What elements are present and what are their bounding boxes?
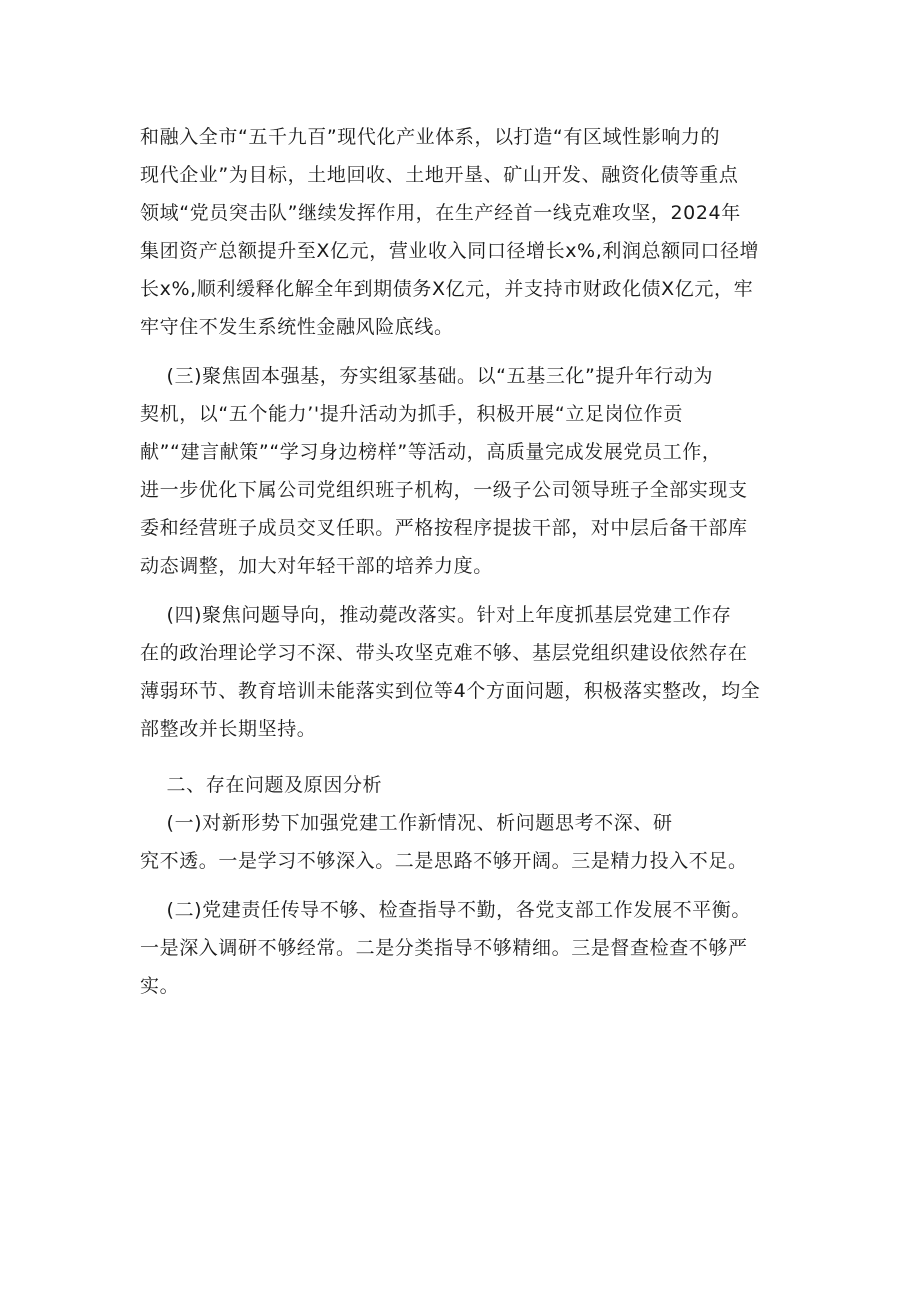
- text-line: (三)聚焦固本强基，夯实组冢基础。以“五基三化”提升年行动为: [140, 365, 714, 387]
- text-line: 在的政治理论学习不深、带头攻坚克难不够、基层党组织建设依然存在: [140, 642, 748, 664]
- text-line: 动态调整，加大对年轻干部的培养力度。: [140, 555, 493, 577]
- text-line: 部整改并长期坚持。: [140, 718, 317, 740]
- heading-line: 二、存在问题及原因分析: [140, 774, 383, 796]
- text-line: (二)党建责任传导不够、检查指导不勤，各党支部工作发展不平衡。: [140, 899, 751, 921]
- paragraph-issue-2: [140, 891, 780, 1005]
- text-line: 现代企业”为目标，土地回收、土地开垦、矿山开发、融资化债等重点: [140, 164, 739, 186]
- text-line: 进一步优化下属公司党组织班子机构，一级子公司领导班子全部实现支: [140, 479, 748, 501]
- text-line: (一)对新形势下加强党建工作新情况、析问题思考不深、研: [140, 812, 673, 834]
- text-line: 献”“建言献策”“学习身边榜样”等活动，高质量完成发展党员工作，: [140, 441, 722, 463]
- section-heading: [140, 766, 780, 804]
- text-line: 集团资产总额提升至X亿元，营业收入同口径增长x%,利润总额同口径增: [140, 240, 760, 262]
- text-line: 牢守住不发生系统性金融风险底线。: [140, 316, 454, 338]
- text-line: 究不透。一是学习不够深入。二是思路不够开阔。三是精力投入不足。: [140, 850, 748, 872]
- text-line: 长x%,顺利缓释化解全年到期债务X亿元，并支持市财政化债X亿元，牢: [140, 278, 754, 300]
- paragraph-continued: [140, 118, 780, 346]
- text-line: 委和经营班子成员交叉任职。严格按程序提拔干部，对中层后备干部库: [140, 517, 748, 539]
- text-line: 和融入全市“五千九百”现代化产业体系，以打造“有区域性影响力的: [140, 126, 721, 148]
- text-line: 契机，以“五个能力’'提升活动为抓手，积极开展“立足岗位作贡: [140, 403, 683, 425]
- document-body: [140, 118, 780, 1005]
- paragraph-section-4: [140, 596, 780, 748]
- paragraph-issue-1: [140, 804, 780, 880]
- text-line: 领域“党员突击队”继续发挥作用，在生产经首一线克难攻坚，2024年: [140, 202, 741, 224]
- paragraph-section-3: [140, 357, 780, 585]
- text-line: 薄弱环节、教育培训未能落实到位等4个方面问题，积极落实整改，均全: [140, 680, 761, 702]
- text-line: (四)聚焦问题导向，推动薨改落实。针对上年度抓基层党建工作存: [140, 604, 732, 626]
- text-line: 一是深入调研不够经常。二是分类指导不够精细。三是督查检查不够严: [140, 937, 748, 959]
- text-line: 实。: [140, 975, 180, 997]
